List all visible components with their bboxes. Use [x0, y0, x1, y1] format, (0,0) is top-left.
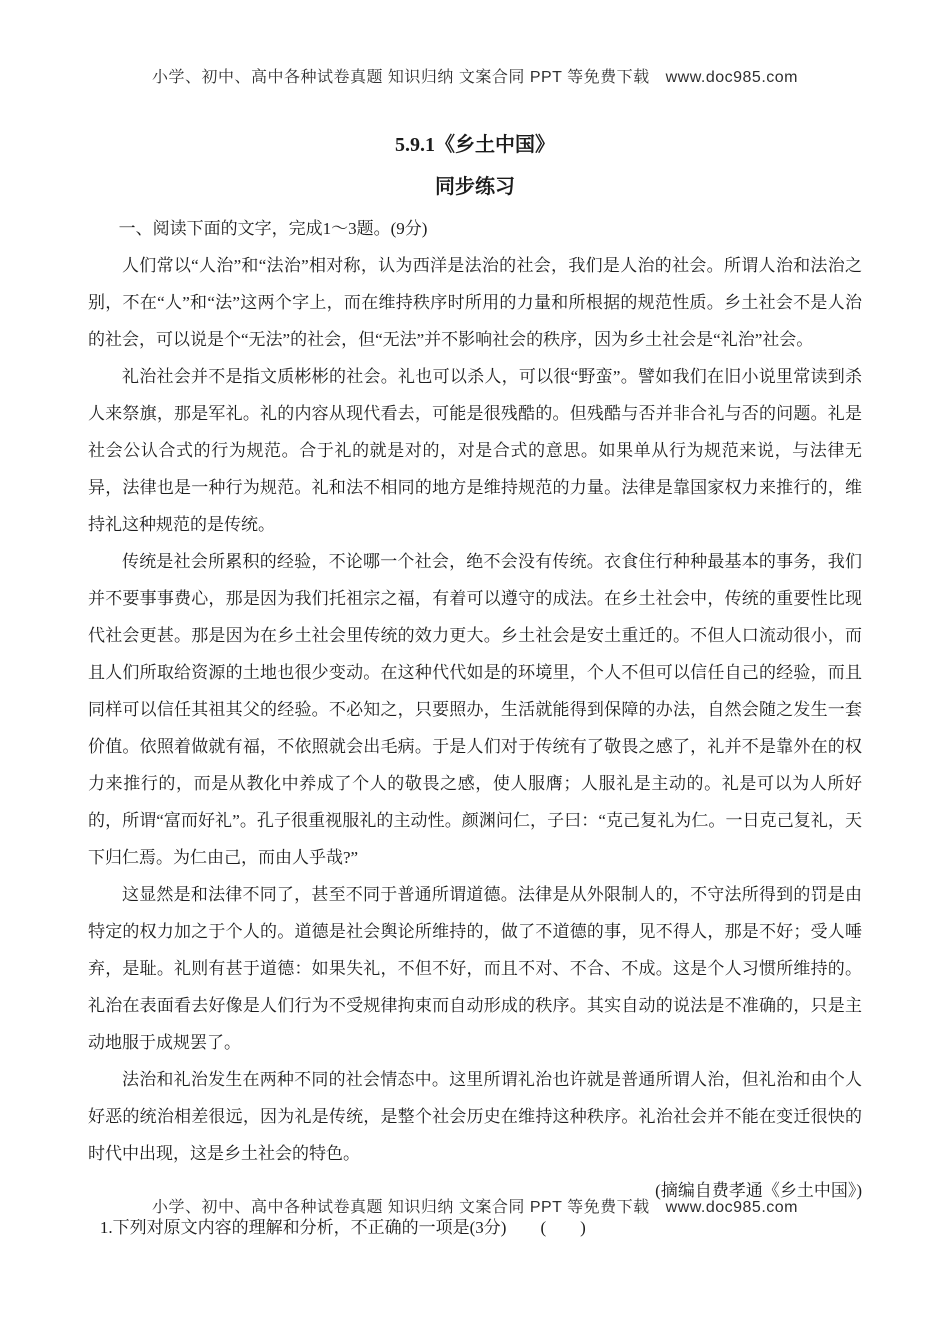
body-paragraph: 法治和礼治发生在两种不同的社会情态中。这里所谓礼治也许就是普通所谓人治，但礼治和由个人好恶的统治相差很远，因为礼是传统，是整个社会历史在维持这种秩序。礼治社会并不能在变迁很快的时代中出现，这是乡土社会的特色。 [88, 1070, 862, 1163]
body-paragraph: 礼治社会并不是指文质彬彬的社会。礼也可以杀人，可以很“野蛮”。譬如我们在旧小说里常读到杀人来祭旗，那是军礼。礼的内容从现代看去，可能是很残酷的。但残酷与否并非合礼与否的问题。礼是社会公认合式的行为规范。合于礼的就是对的，对是合式的意思。如果单从行为规范来说，与法律无异，法律也是一种行为规范。礼和法不相同的地方是维持规范的力量。法律是靠国家权力来推行的，维持礼这种规范的是传统。 [88, 367, 862, 534]
document-content [88, 132, 862, 1246]
banner-url: www.doc985.com [665, 69, 798, 86]
watermark-banner-bottom [0, 1194, 950, 1217]
watermark-banner-top [0, 64, 950, 87]
body-paragraph: 这显然是和法律不同了，甚至不同于普通所谓道德。法律是从外限制人的，不守法所得到的罚是由特定的权力加之于个人的。道德是社会舆论所维持的，做了不道德的事，见不得人，那是不好；受人唾弃，是耻。礼则有甚于道德：如果失礼，不但不好，而且不对、不合、不成。这是个人习惯所维持的。礼治在表面看去好像是人们行为不受规律拘束而自动形成的秩序。其实自动的说法是不准确的，只是主动地服于成规罢了。 [88, 885, 862, 1052]
body-paragraph: 传统是社会所累积的经验，不论哪一个社会，绝不会没有传统。衣食住行种种最基本的事务，我们并不要事事费心，那是因为我们托祖宗之福，有着可以遵守的成法。在乡土社会中，传统的重要性比现代社会更甚。那是因为在乡土社会里传统的效力更大。乡土社会是安土重迁的。不但人口流动很小，而且人们所取给资源的土地也很少变动。在这种代代如是的环境里，个人不但可以信任自己的经验，而且同样可以信任其祖其父的经验。不必知之，只要照办，生活就能得到保障的办法，自然会随之发生一套价值。依照着做就有福，不依照就会出毛病。于是人们对于传统有了敬畏之感了，礼并不是靠外在的权力来推行的，而是从教化中养成了个人的敬畏之感，使人服膺；人服礼是主动的。礼是可以为人所好的，所谓“富而好礼”。孔子很重视服礼的主动性。颜渊问仁，子曰：“克己复礼为仁。一日克己复礼，天下归仁焉。为仁由己，而由人乎哉?” [88, 552, 862, 867]
question-1: 1.下列对原文内容的理解和分析，不正确的一项是(3分) ( ) [99, 1218, 586, 1237]
source-attribution: (摘编自费孝通《乡土中国》) [655, 1181, 862, 1200]
page-title: 5.9.1《乡土中国》 [395, 134, 555, 156]
banner-url: www.doc985.com [665, 1199, 798, 1216]
body-paragraph: 人们常以“人治”和“法治”相对称，认为西洋是法治的社会，我们是人治的社会。所谓人治和法治之别，不在“人”和“法”这两个字上，而在维持秩序时所用的力量和所根据的规范性质。乡土社会不是人治的社会，可以说是个“无法”的社会，但“无法”并不影响社会的秩序，因为乡土社会是“礼治”社会。 [88, 256, 862, 349]
page-subtitle: 同步练习 [435, 176, 515, 198]
section-heading: 一、阅读下面的文字，完成1～3题。(9分) [118, 219, 428, 238]
banner-text: 小学、初中、高中各种试卷真题 知识归纳 文案合同 PPT 等免费下载 [151, 69, 650, 86]
banner-text: 小学、初中、高中各种试卷真题 知识归纳 文案合同 PPT 等免费下载 [151, 1199, 650, 1216]
